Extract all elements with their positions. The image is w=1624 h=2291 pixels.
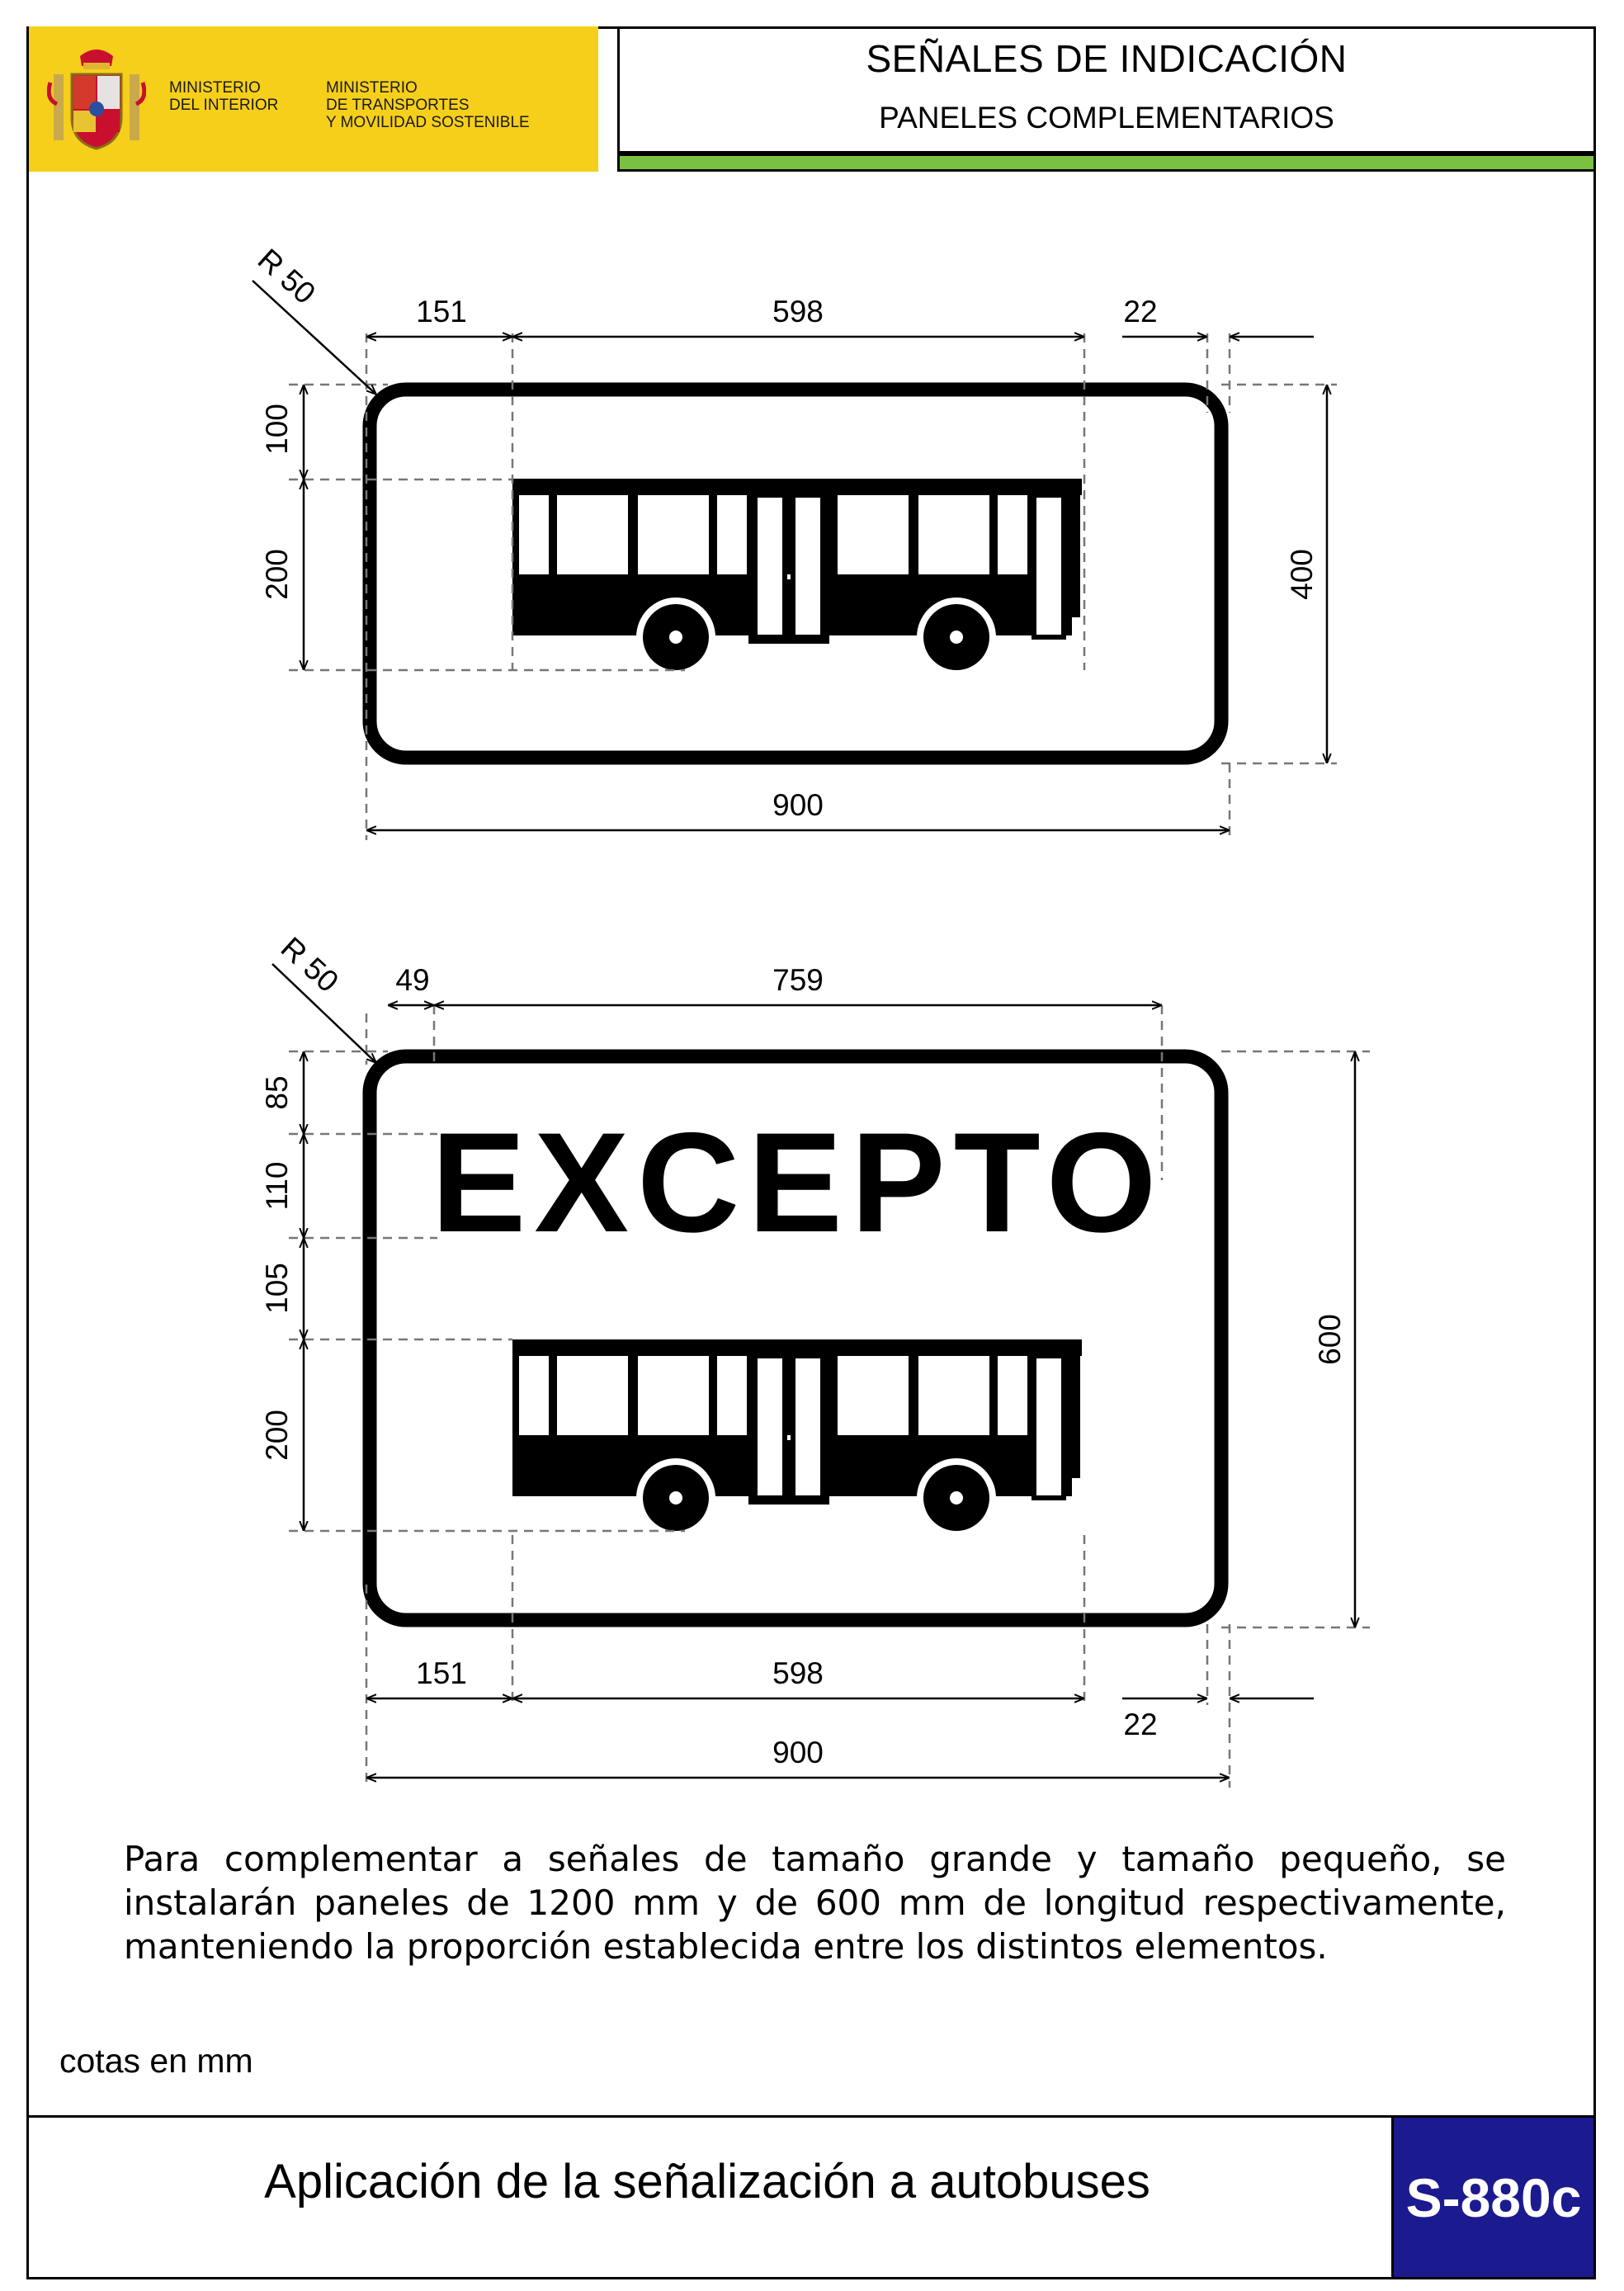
dim-text-width: 759 <box>772 963 824 997</box>
dim-top-margin: 85 <box>260 1075 294 1110</box>
page-title: SEÑALES DE INDICACIÓN <box>866 37 1348 80</box>
footer-divider <box>26 2115 1596 2118</box>
dim-radius: R 50 <box>251 242 323 311</box>
dim-left-margin: 151 <box>416 1656 467 1690</box>
page-subtitle: PANELES COMPLEMENTARIOS <box>879 101 1334 135</box>
dim-symbol-height: 200 <box>260 1410 294 1461</box>
units-label: cotas en mm <box>59 2042 253 2080</box>
dim-radius: R 50 <box>274 930 346 999</box>
dim-left-margin: 151 <box>416 295 467 328</box>
dim-symbol-height: 200 <box>260 549 294 600</box>
ministry-transport-label: MINISTERIO DE TRANSPORTES Y MOVILIDAD SOSTENIBLE <box>326 79 530 131</box>
dim-right-margin: 22 <box>1123 295 1158 328</box>
dim-symbol-width: 598 <box>772 295 824 328</box>
dim-height: 400 <box>1285 549 1319 600</box>
dim-height: 600 <box>1313 1314 1347 1365</box>
dim-text-height: 110 <box>260 1161 294 1211</box>
dim-symbol-width: 598 <box>772 1656 824 1690</box>
sign-code: S-880c <box>1405 2166 1582 2228</box>
note-paragraph: Para complementar a señales de tamaño grande y tamaño pequeño, se instalarán paneles de 1200 mm y de 600 mm de longitud respectivamente, manteniendo la proporción establecida entre los distintos elementos. <box>124 1839 1506 1967</box>
dim-width: 900 <box>772 1736 824 1769</box>
sign-code-badge <box>1391 2115 1596 2279</box>
ministry-interior-label: MINISTERIO DEL INTERIOR <box>169 79 279 114</box>
dim-width: 900 <box>772 788 824 822</box>
dim-gap: 105 <box>260 1263 294 1314</box>
footer-title: Aplicación de la señalización a autobuses <box>264 2155 1150 2208</box>
excepto-text: EXCEPTO <box>431 1103 1165 1262</box>
dim-right-margin: 22 <box>1123 1708 1158 1741</box>
dim-text-left: 49 <box>395 963 430 997</box>
dim-top-margin: 100 <box>260 404 294 455</box>
